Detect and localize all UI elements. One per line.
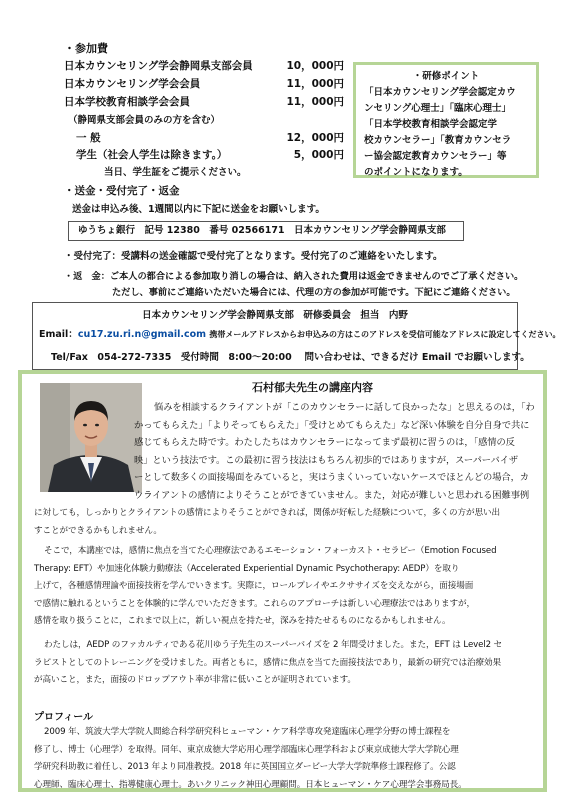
- student-note: 当日、学生証をご提示ください。: [104, 167, 247, 178]
- text-line: すことができるかもしれません。: [34, 525, 162, 536]
- profile-text: [34, 724, 467, 794]
- points-line: ンセリング心理士」「臨床心理士」: [364, 103, 512, 114]
- text-line: 映」という技法です。この最初に習う技法はもちろん初歩的ではありますが，スーパーバイザ: [134, 454, 519, 466]
- lecture-paragraph-3: [34, 637, 502, 690]
- send-body: 送金は申込み後、1週間以内に下記に送金をお願いします。: [72, 204, 325, 215]
- text-line: そこで，本講座では，感情に焦点を当てた心理療法であるエモーション・フォーカスト・セラピー（Emotion Focused: [44, 546, 497, 556]
- fee-label: 学生（社会人学生は除きます。）: [76, 149, 228, 161]
- fee-amount: 11，000円: [286, 78, 344, 90]
- fee-amount: 12，000円: [286, 132, 344, 144]
- points-line: 「日本学校教育相談学会認定学: [364, 119, 498, 130]
- fee-label: 日本カウンセリング学会静岡県支部会員: [64, 60, 253, 72]
- lecturer-photo: [40, 383, 142, 492]
- fee-label: （静岡県支部会員のみの方を含む）: [68, 115, 221, 126]
- fee-label: 日本学校教育相談学会会員: [64, 96, 190, 108]
- email-link[interactable]: cu17.zu.ri.n@gmail.com: [77, 329, 207, 340]
- profile-title: プロフィール: [34, 712, 93, 723]
- lecture-paragraph-1-tail: [34, 505, 500, 540]
- fee-label: 一 般: [76, 132, 101, 144]
- bank-account-box: ゆうちょ銀行 記号 12380 番号 02566171 日本カウンセリング学会静岡県支部: [68, 221, 464, 241]
- contact-org: 日本カウンセリング学会静岡県支部 研修委員会 担当 内野: [142, 310, 408, 321]
- text-line: で感情に触れるということを体験的に学んでいただきます。これらのアプローチは新しい心理療法ではありますが，: [34, 598, 475, 609]
- points-line: 「日本カウンセリング学会認定カウ: [364, 87, 516, 98]
- refund-text: ・返 金：ご本人の都合による参加取り消しの場合は、納入された費用は返金できませんのでご了承ください。: [64, 271, 524, 282]
- points-line: 校カウンセラー」「教育カウンセラ: [364, 135, 512, 146]
- text-line: Therapy: EFT）や加速化体験力動療法（Accelerated Experiential Dynamic Psychotherapy: AEDP）を取り: [34, 563, 460, 574]
- text-line: 心理師、臨床心理士、指導健康心理士。あいクリニック神田心理顧問。日本ヒューマン・ケア心理学会事務局長。: [34, 779, 467, 790]
- text-line: 感情を取り扱うことに，これまで以上に，新しい視点を持たせ，深みを持たせるものになるかもしれません。: [34, 616, 451, 627]
- fee-amount: 11，000円: [286, 96, 344, 108]
- fees-title: ・参加費: [64, 42, 108, 55]
- text-line: 学研究科助教に着任し、2013 年より同准教授。2018 年に英国国立ダービー大学大学院準修士課程修了。公認: [34, 762, 456, 773]
- text-line: 感じてもらえた時です。わたしたちはカウンセラーになってまず最初に習うのは，「感情の反: [134, 437, 515, 449]
- receipt-text: ・受付完了：受講料の送金確認で受付完了となります。受付完了のご連絡をいたします。: [64, 251, 443, 262]
- text-line: かってもらえた」「よりそってもらえた」「受けとめてもらえた」など深い体験を自分自身で共に: [134, 419, 530, 431]
- email-note: 携帯メールアドレスからお申込みの方はこのアドレスを受信可能なアドレスに設定してください。: [209, 330, 561, 339]
- points-title: ・研修ポイント: [412, 71, 480, 82]
- lecture-title: 石村郁夫先生の講座内容: [252, 381, 373, 394]
- text-line: が高いこと，また，面接のドロップアウト率が非常に低いことが証明されています。: [34, 675, 356, 686]
- refund-note: ただし、事前にご連絡いただいた場合には、代理の方の参加が可能です。下記にご連絡ください。: [112, 287, 516, 298]
- lecture-section: [18, 370, 547, 792]
- fee-amount: 5，000円: [293, 149, 344, 161]
- text-line: に対しても，しっかりとクライアントの感情によりそうことができれば，関係が好転した経験について，多くの方が思い出: [34, 508, 500, 518]
- training-points-box: [353, 62, 539, 178]
- points-line: ー協会認定教育カウンセラー」等: [364, 151, 507, 162]
- lecturer-portrait-icon: [40, 383, 142, 492]
- send-title: ・送金・受付完了・返金: [64, 185, 180, 197]
- points-line: のポイントになります。: [364, 167, 468, 178]
- text-line: 悩みを相談するクライアントが「このカウンセラーに話して良かったな」と思えるのは，「わ: [154, 402, 535, 413]
- text-line: わたしは，AEDP のファカルティである花川ゆう子先生のスーパーバイズを 2 年間受けました。また，EFT は Level2 セ: [44, 640, 503, 650]
- contact-box: [32, 302, 561, 370]
- contact-tel: Tel/Fax 054-272-7335 受付時間 8:00～20:00 問い合わせは、できるだけ Email でお願いします。: [51, 352, 530, 363]
- text-line: 2009 年、筑波大学大学院人間総合科学研究科ヒューマン・ケア科学専攻発達臨床心理学分野の博士課程を: [44, 727, 451, 737]
- text-line: 修了し、博士（心理学）を取得。同年、東京成徳大学応用心理学部臨床心理学科および東京成徳大学大学院心理: [34, 744, 459, 755]
- text-line: ーとして数多くの面接場面をみていると，実はうまくいっていないケースでほとんどの場合，カ: [134, 472, 530, 484]
- fee-amount: 10，000円: [286, 60, 344, 72]
- fee-label: 日本カウンセリング学会会員: [64, 78, 201, 90]
- lecture-paragraph-2: [34, 543, 496, 631]
- contact-email-row: [39, 326, 560, 340]
- text-line: ラピストとしてのトレーニングを受けました。両者ともに，感情に焦点を当てた面接技法であり，最新の研究では治療効果: [34, 657, 501, 668]
- text-line: 上げて，各種感情理論や面接技術を学んでいきます。実際に，ロールプレイやエクササイズを交えながら，面接場面: [34, 581, 474, 592]
- text-line: ウライアントの感情によりそうことができていません。また，対応が難しいと思われる困難事例: [134, 489, 530, 501]
- email-label: Email：: [39, 329, 78, 340]
- lecture-paragraph-1-intro: [134, 399, 535, 505]
